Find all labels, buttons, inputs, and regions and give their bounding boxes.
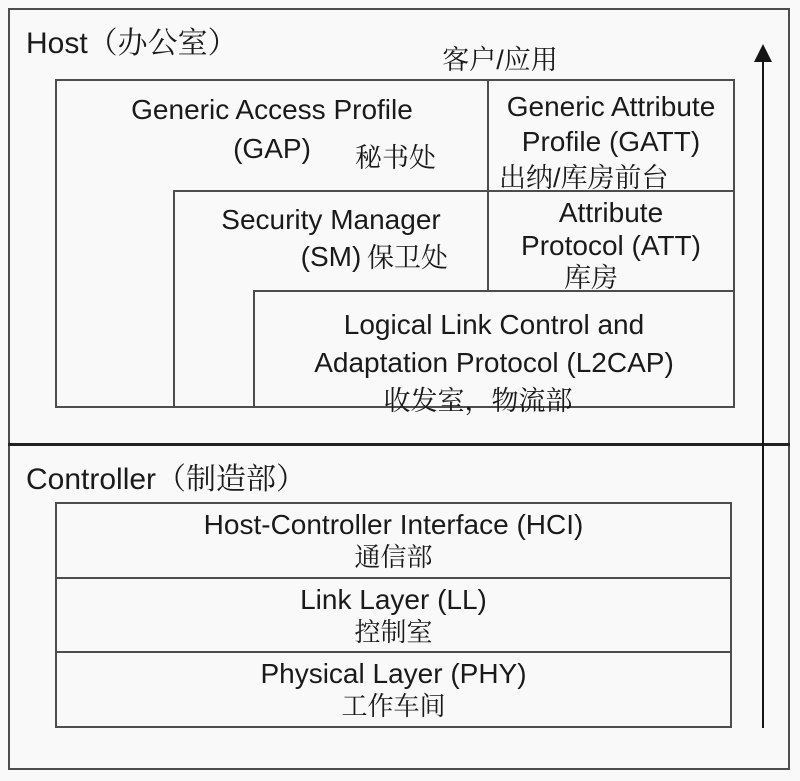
controller-stack-box [55, 502, 732, 728]
gap-layer [57, 81, 487, 190]
att-line1: Attribute [558, 197, 664, 228]
link-layer-annotation: 控制室 [354, 616, 433, 647]
att-layer [489, 192, 733, 293]
gap-line2: (GAP) [233, 133, 311, 164]
l2cap-line2: Adaptation Protocol (L2CAP) [314, 347, 674, 378]
upward-arrow-line [762, 60, 764, 728]
gatt-layer [489, 81, 733, 193]
phy-layer [57, 651, 730, 726]
sm-layer [175, 192, 487, 290]
att-line2: Protocol (ATT) [521, 230, 701, 261]
link-layer-label: Link Layer (LL) [300, 583, 487, 615]
controller-section-title: Controller（制造部） [26, 463, 307, 496]
upward-arrow-head-icon [754, 44, 772, 62]
gatt-line2: Profile (GATT) [521, 126, 701, 157]
link-layer [57, 577, 730, 652]
host-section-title: Host（办公室） [26, 27, 238, 60]
att-annotation: 库房 [564, 263, 618, 293]
gap-annotation: 秘书处 [355, 143, 436, 173]
gap-line1: Generic Access Profile [131, 94, 413, 125]
l2cap-annotation: 收发室，物流部 [383, 386, 573, 416]
sm-annotation: 保卫处 [367, 243, 448, 273]
gatt-annotation: 出纳/库房前台 [499, 163, 669, 193]
sm-line1: Security Manager [221, 204, 441, 235]
hci-layer [57, 504, 730, 577]
hci-label: Host-Controller Interface (HCI) [203, 508, 584, 540]
gatt-line1: Generic Attribute [506, 91, 716, 122]
host-stack-box [55, 79, 735, 416]
phy-label: Physical Layer (PHY) [260, 658, 527, 690]
l2cap-layer [255, 292, 733, 416]
l2cap-line1: Logical Link Control and [343, 309, 645, 340]
host-controller-divider [8, 443, 790, 446]
phy-annotation: 工作车间 [341, 691, 446, 722]
hci-annotation: 通信部 [354, 541, 433, 572]
sm-line2: (SM) [300, 241, 362, 272]
client-application-label: 客户/应用 [442, 45, 558, 75]
